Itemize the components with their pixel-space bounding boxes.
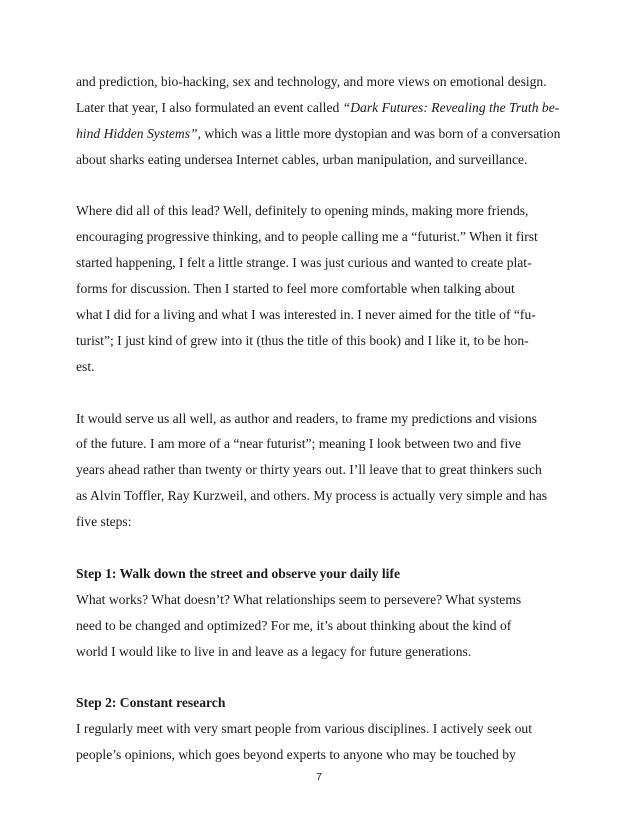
- text-line: world I would like to live in and leave as a legacy for future generations.: [76, 643, 472, 659]
- page-number: 7: [316, 771, 322, 783]
- text-line: about sharks eating undersea Internet cables, urban manipulation, and surveillance.: [76, 151, 528, 167]
- text-line: Where did all of this lead? Well, definitely to opening minds, making more friends,: [76, 203, 529, 219]
- text-line: est.: [76, 358, 95, 374]
- text-line: of the future. I am more of a “near futurist”; meaning I look between two and five: [76, 436, 522, 452]
- step-2-section: [76, 690, 566, 768]
- text-line: what I did for a living and what I was interested in. I never aimed for the title of “fu-: [76, 307, 536, 323]
- text-line: forms for discussion. Then I started to feel more comfortable when talking about: [76, 281, 515, 297]
- text-line: need to be changed and optimized? For me, it’s about thinking about the kind of: [76, 617, 512, 633]
- text-line: What works? What doesn’t? What relationships seem to persevere? What systems: [76, 591, 522, 607]
- text-line: encouraging progressive thinking, and to people calling me a “futurist.” When it first: [76, 229, 538, 245]
- text-line: people’s opinions, which goes beyond experts to anyone who may be touched by: [76, 747, 516, 763]
- text-line: as Alvin Toffler, Ray Kurzweil, and others. My process is actually very simple and has: [76, 488, 548, 504]
- text-line: turist”; I just kind of grew into it (thus the title of this book) and I like it, to be hon-: [76, 332, 529, 348]
- paragraph-1: [76, 69, 566, 173]
- text-line: [76, 121, 566, 147]
- event-title-italic: “Dark Futures: Revealing the Truth be-: [342, 99, 560, 115]
- paragraph-gap: [76, 173, 566, 199]
- text-line: and prediction, bio-hacking, sex and technology, and more views on emotional design.: [76, 74, 547, 89]
- paragraph-gap: [76, 380, 566, 406]
- page-body: [76, 69, 566, 768]
- paragraph-gap: [76, 664, 566, 690]
- text-line: started happening, I felt a little strange. I was just curious and wanted to create plat-: [76, 255, 532, 271]
- text-span: Later that year, I also formulated an event called: [76, 99, 343, 115]
- text-line: five steps:: [76, 514, 132, 530]
- text-line: It would serve us all well, as author and readers, to frame my predictions and visions: [76, 410, 537, 426]
- text-line: I regularly meet with very smart people from various disciplines. I actively seek out: [76, 721, 533, 737]
- text-line: [76, 95, 566, 121]
- paragraph-gap: [76, 535, 566, 561]
- paragraph-2: [76, 198, 566, 379]
- event-title-italic: hind Hidden Systems”,: [76, 125, 201, 141]
- text-line: years ahead rather than twenty or thirty years out. I’ll leave that to great thinkers such: [76, 462, 542, 478]
- step-2-heading: Step 2: Constant research: [76, 695, 226, 711]
- text-span: which was a little more dystopian and was born of a conversation: [200, 125, 561, 141]
- step-1-heading: Step 1: Walk down the street and observe your daily life: [76, 565, 400, 581]
- step-1-section: [76, 561, 566, 665]
- paragraph-3: [76, 406, 566, 535]
